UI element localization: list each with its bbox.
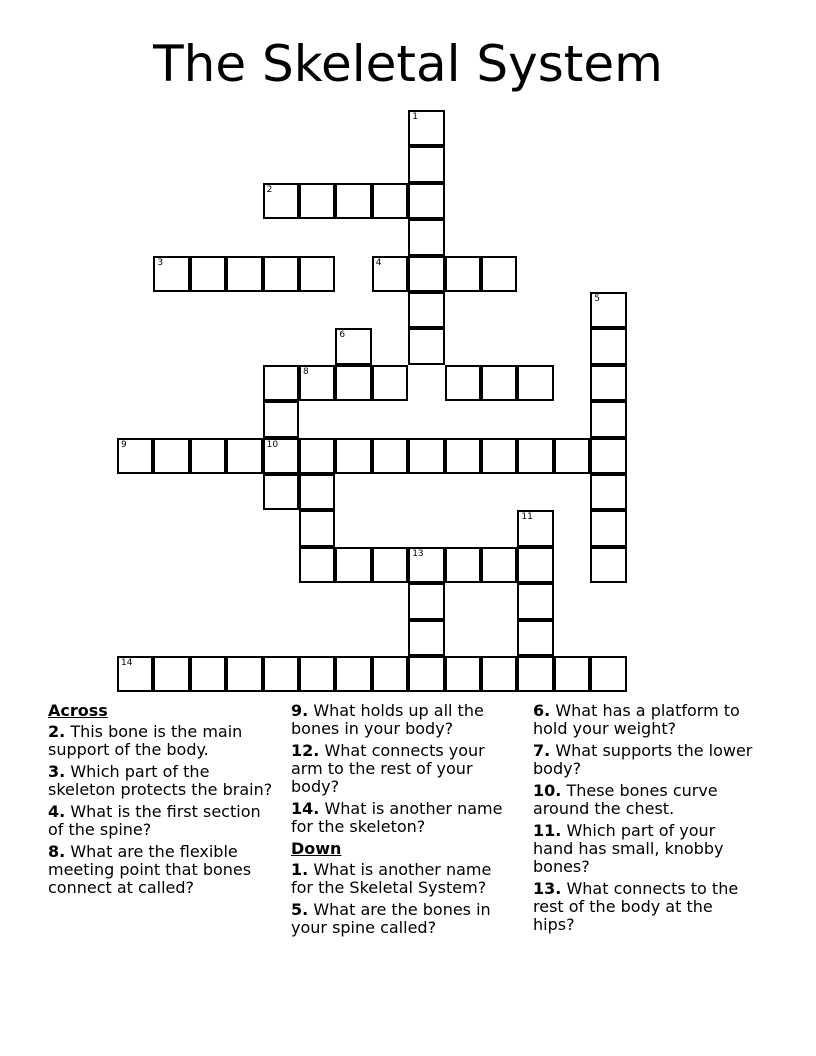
grid-cell[interactable] <box>408 292 444 328</box>
grid-cell[interactable] <box>263 401 299 437</box>
clue-text: Which part of the skeleton protects the brain? <box>48 762 273 799</box>
clue-number: 12. <box>291 741 320 760</box>
grid-cell[interactable] <box>408 110 444 146</box>
grid-cell[interactable] <box>372 256 408 292</box>
clue-across-8 <box>48 843 273 897</box>
grid-cell[interactable] <box>263 365 299 401</box>
grid-cell[interactable] <box>554 656 590 692</box>
grid-cell[interactable] <box>335 438 371 474</box>
clue-across-4 <box>48 803 273 839</box>
grid-cell[interactable] <box>117 656 153 692</box>
grid-cell[interactable] <box>408 183 444 219</box>
clue-text: What is the first section of the spine? <box>48 802 261 839</box>
grid-cell[interactable] <box>299 656 335 692</box>
grid-cell[interactable] <box>445 547 481 583</box>
grid-cell[interactable] <box>481 547 517 583</box>
clue-number: 6. <box>533 701 551 720</box>
grid-cell[interactable] <box>481 438 517 474</box>
grid-cell[interactable] <box>372 656 408 692</box>
clue-number: 9. <box>291 701 309 720</box>
grid-cell[interactable] <box>335 656 371 692</box>
grid-cell[interactable] <box>517 583 553 619</box>
down-heading: Down <box>291 839 342 858</box>
grid-cell[interactable] <box>408 256 444 292</box>
clue-text: What supports the lower body? <box>533 741 753 778</box>
clue-number: 8. <box>48 842 66 861</box>
clue-number: 11. <box>533 821 562 840</box>
grid-cell[interactable] <box>517 365 553 401</box>
grid-cell[interactable] <box>408 656 444 692</box>
grid-cell[interactable] <box>153 256 189 292</box>
grid-cell[interactable] <box>190 438 226 474</box>
grid-cell[interactable] <box>335 183 371 219</box>
grid-cell[interactable] <box>372 365 408 401</box>
clue-number: 3. <box>48 762 66 781</box>
grid-cell[interactable] <box>335 547 371 583</box>
grid-cell[interactable] <box>590 292 626 328</box>
grid-cell[interactable] <box>190 256 226 292</box>
clue-across-12 <box>291 742 516 796</box>
cell-number: 3 <box>157 257 164 268</box>
clue-across-14 <box>291 800 516 836</box>
clue-text: What holds up all the bones in your body? <box>291 701 484 738</box>
clue-number: 14. <box>291 799 320 818</box>
clue-down-1 <box>291 861 516 897</box>
cell-number: 2 <box>266 184 273 195</box>
cell-number: 9 <box>121 439 127 450</box>
grid-cell[interactable] <box>517 656 553 692</box>
grid-cell[interactable] <box>445 656 481 692</box>
cell-number: 10 <box>266 439 279 450</box>
grid-cell[interactable] <box>299 256 335 292</box>
grid-cell[interactable] <box>481 365 517 401</box>
grid-cell[interactable] <box>153 656 189 692</box>
clue-text: This bone is the main support of the body. <box>48 722 243 759</box>
cell-number: 1 <box>412 112 418 122</box>
grid-cell[interactable] <box>590 656 626 692</box>
clue-number: 7. <box>533 741 551 760</box>
clue-number: 13. <box>533 879 562 898</box>
grid-cell[interactable] <box>263 438 299 474</box>
grid-cell[interactable] <box>299 183 335 219</box>
grid-cell[interactable] <box>299 510 335 546</box>
grid-cell[interactable] <box>408 620 444 656</box>
grid-cell[interactable] <box>335 365 371 401</box>
clue-text: What has a platform to hold your weight? <box>533 701 740 738</box>
clue-text: What are the bones in your spine called? <box>291 900 491 937</box>
grid-cell[interactable] <box>372 438 408 474</box>
cell-number: 13 <box>412 548 424 559</box>
grid-cell[interactable] <box>445 438 481 474</box>
grid-cell[interactable] <box>590 328 626 364</box>
clue-column-2 <box>291 702 516 941</box>
clue-across-3 <box>48 763 273 799</box>
cell-number: 4 <box>375 257 382 268</box>
grid-cell[interactable] <box>299 365 335 401</box>
clue-number: 10. <box>533 781 562 800</box>
grid-cell[interactable] <box>153 438 189 474</box>
grid-cell[interactable] <box>263 183 299 219</box>
grid-cell[interactable] <box>481 656 517 692</box>
grid-cell[interactable] <box>372 183 408 219</box>
clue-down-13 <box>533 880 758 934</box>
grid-cell[interactable] <box>408 146 444 182</box>
cell-number: 8 <box>303 366 309 377</box>
grid-cell[interactable] <box>263 656 299 692</box>
page-title: The Skeletal System <box>153 35 663 93</box>
clue-text: What are the flexible meeting point that bones connect at called? <box>48 842 252 897</box>
clue-down-11 <box>533 822 758 876</box>
cell-number: 5 <box>594 294 600 304</box>
clue-across-2 <box>48 723 273 759</box>
grid-cell[interactable] <box>554 438 590 474</box>
grid-cell[interactable] <box>445 256 481 292</box>
grid-cell[interactable] <box>190 656 226 692</box>
grid-cell[interactable] <box>408 547 444 583</box>
grid-cell[interactable] <box>517 510 553 546</box>
grid-cell[interactable] <box>590 401 626 437</box>
clue-text: Which part of your hand has small, knobby bones? <box>533 821 724 876</box>
clue-down-10 <box>533 782 758 818</box>
grid-cell[interactable] <box>590 365 626 401</box>
grid-cell[interactable] <box>517 620 553 656</box>
grid-cell[interactable] <box>590 547 626 583</box>
cell-number: 6 <box>339 330 346 341</box>
grid-cell[interactable] <box>263 474 299 510</box>
clue-text: What connects to the rest of the body at the hips? <box>533 879 739 934</box>
grid-cell[interactable] <box>299 438 335 474</box>
grid-cell[interactable] <box>299 474 335 510</box>
grid-cell[interactable] <box>335 328 371 364</box>
cell-number: 11 <box>521 512 533 523</box>
grid-cell[interactable] <box>408 583 444 619</box>
grid-cell[interactable] <box>408 219 444 255</box>
grid-cell[interactable] <box>590 474 626 510</box>
grid-cell[interactable] <box>263 256 299 292</box>
grid-cell[interactable] <box>408 438 444 474</box>
grid-cell[interactable] <box>590 510 626 546</box>
clue-down-6 <box>533 702 758 738</box>
grid-cell[interactable] <box>226 438 262 474</box>
clue-text: These bones curve around the chest. <box>533 781 718 818</box>
clue-text: What connects your arm to the rest of your body? <box>291 741 485 796</box>
grid-cell[interactable] <box>117 438 153 474</box>
cell-number: 14 <box>121 658 133 668</box>
grid-cell[interactable] <box>299 547 335 583</box>
clue-down-7 <box>533 742 758 778</box>
across-heading: Across <box>48 701 108 720</box>
grid-cell[interactable] <box>481 256 517 292</box>
clue-number: 1. <box>291 860 309 879</box>
clue-column-3 <box>533 702 758 938</box>
grid-cell[interactable] <box>226 256 262 292</box>
clue-column-1 <box>48 702 273 901</box>
clue-number: 2. <box>48 722 66 741</box>
clue-down-5 <box>291 901 516 937</box>
grid-cell[interactable] <box>517 547 553 583</box>
grid-cell[interactable] <box>590 438 626 474</box>
grid-cell[interactable] <box>517 438 553 474</box>
clue-text: What is another name for the Skeletal System? <box>291 860 492 897</box>
grid-cell[interactable] <box>408 328 444 364</box>
grid-cell[interactable] <box>226 656 262 692</box>
clue-across-9 <box>291 702 516 738</box>
clue-number: 4. <box>48 802 66 821</box>
clue-text: What is another name for the skeleton? <box>291 799 503 836</box>
grid-cell[interactable] <box>445 365 481 401</box>
clue-number: 5. <box>291 900 309 919</box>
grid-cell[interactable] <box>372 547 408 583</box>
